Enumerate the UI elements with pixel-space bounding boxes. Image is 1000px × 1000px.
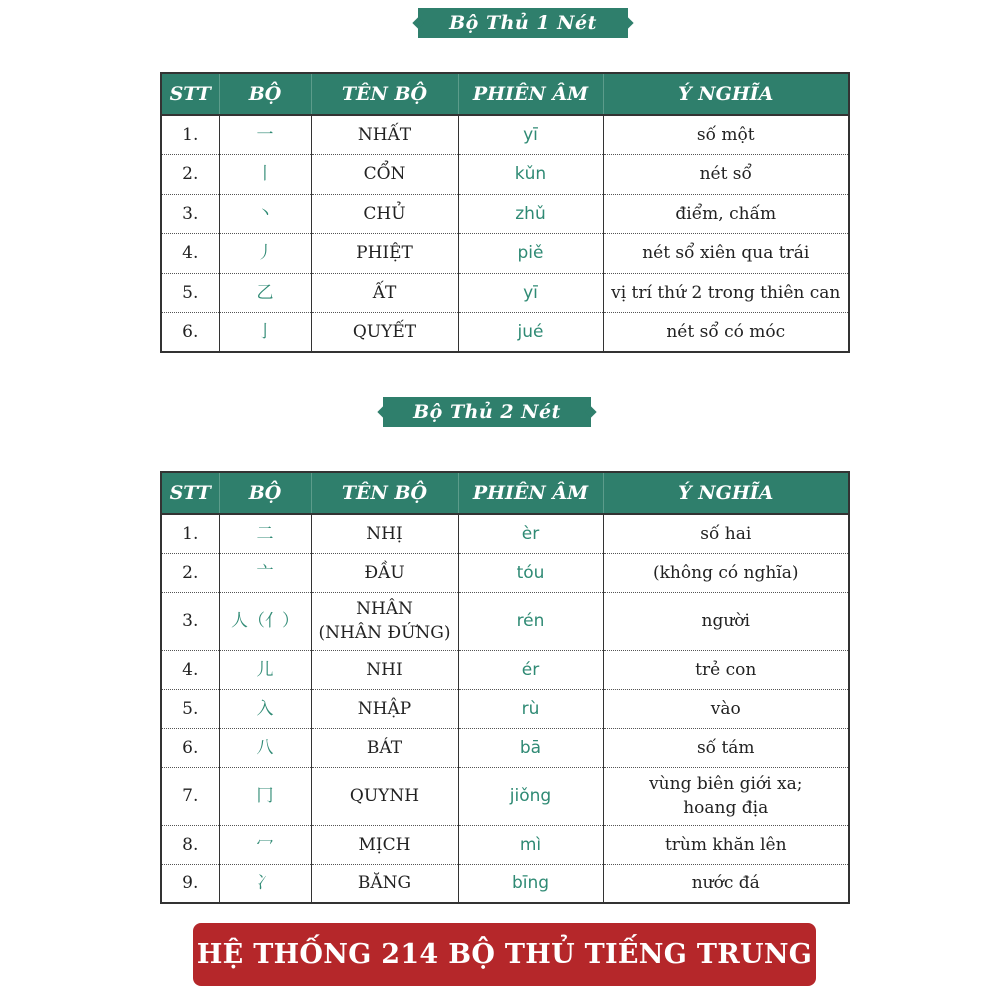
cell-pinyin: jiǒng [458, 767, 603, 825]
cell-name-line2: (NHÂN ĐỨNG) [318, 623, 451, 643]
cell-meaning: số hai [603, 514, 849, 553]
header-radical: BỘ [219, 73, 311, 115]
cell-stt: 8. [161, 825, 219, 864]
cell-meaning-line1: vùng biên giới xa; [649, 774, 803, 794]
table-row [161, 194, 849, 234]
cell-meaning: nét sổ [603, 155, 849, 195]
header-stt: STT [161, 73, 219, 115]
cell-stt: 2. [161, 155, 219, 195]
table-row [161, 767, 849, 825]
cell-meaning: số một [603, 115, 849, 155]
cell-stt: 9. [161, 864, 219, 903]
table-row [161, 592, 849, 650]
cell-name: PHIỆT [311, 234, 458, 274]
cell-meaning-line2: hoang địa [683, 798, 769, 818]
cell-stt: 1. [161, 115, 219, 155]
cell-radical: 冖 [219, 825, 311, 864]
cell-radical: 亅 [219, 313, 311, 353]
header-name: TÊN BỘ [311, 73, 458, 115]
cell-stt: 4. [161, 234, 219, 274]
cell-radical: 冂 [219, 767, 311, 825]
cell-meaning: nét sổ xiên qua trái [603, 234, 849, 274]
section-title-1-stroke: Bộ Thủ 1 Nét [418, 8, 628, 38]
table-row [161, 273, 849, 313]
header-radical: BỘ [219, 472, 311, 514]
cell-pinyin: yī [458, 273, 603, 313]
header-meaning: Ý NGHĨA [603, 73, 849, 115]
cell-name: QUYẾT [311, 313, 458, 353]
cell-name: BÁT [311, 728, 458, 767]
cell-meaning: số tám [603, 728, 849, 767]
header-pinyin: PHIÊN ÂM [458, 472, 603, 514]
radicals-table-2-strokes [160, 471, 850, 904]
cell-meaning: nước đá [691, 873, 760, 894]
cell-radical: 亠 [219, 553, 311, 592]
radicals-table-1-stroke [160, 72, 850, 353]
cell-meaning: (không có nghĩa) [603, 553, 849, 592]
cell-name: NHẬP [311, 689, 458, 728]
table-row [161, 155, 849, 195]
cell-radical: 八 [219, 728, 311, 767]
cell-pinyin: mì [458, 825, 603, 864]
cell-name-line1: NHÂN [356, 599, 413, 619]
cell-pinyin: kǔn [458, 155, 603, 195]
cell-pinyin: zhǔ [458, 194, 603, 234]
cell-meaning: điểm, chấm [603, 194, 849, 234]
cell-name: ĐẦU [311, 553, 458, 592]
cell-stt: 4. [161, 650, 219, 689]
table-row [161, 313, 849, 353]
cell-name: NHỊ [311, 514, 458, 553]
cell-name: BĂNG [311, 864, 458, 903]
cell-name: NHẤT [311, 115, 458, 155]
cell-meaning: trùm khăn lên [603, 825, 849, 864]
table-row [161, 825, 849, 864]
cell-stt: 3. [161, 592, 219, 650]
table-header-row [161, 472, 849, 514]
section-title-2-strokes: Bộ Thủ 2 Nét [383, 397, 591, 427]
table-row [161, 553, 849, 592]
cell-radical: 二 [219, 514, 311, 553]
cell-stt: 2. [161, 553, 219, 592]
cell-pinyin: ér [458, 650, 603, 689]
cell-meaning: vào [603, 689, 849, 728]
table-header-row [161, 73, 849, 115]
cell-radical: 入 [219, 689, 311, 728]
table-row [161, 689, 849, 728]
table-row [161, 650, 849, 689]
cell-pinyin: bā [458, 728, 603, 767]
table-row [161, 864, 849, 903]
cell-radical: 冫 [219, 864, 311, 903]
cell-name: QUYNH [311, 767, 458, 825]
table-row [161, 234, 849, 274]
table-row [161, 115, 849, 155]
table-row [161, 514, 849, 553]
header-pinyin: PHIÊN ÂM [458, 73, 603, 115]
cell-meaning [603, 767, 849, 825]
header-name: TÊN BỘ [311, 472, 458, 514]
header-meaning: Ý NGHĨA [603, 472, 849, 514]
cell-stt: 5. [161, 689, 219, 728]
cell-pinyin: jué [458, 313, 603, 353]
cell-meaning: người [603, 592, 849, 650]
cell-radical: 丨 [219, 155, 311, 195]
cell-meaning: trẻ con [603, 650, 849, 689]
cell-name: CHỦ [311, 194, 458, 234]
cell-stt: 5. [161, 273, 219, 313]
cell-radical: 儿 [219, 650, 311, 689]
cell-radical: 人（亻） [219, 592, 311, 650]
cell-radical: 一 [219, 115, 311, 155]
cell-pinyin: rù [458, 689, 603, 728]
cell-radical: 丶 [219, 194, 311, 234]
cell-pinyin: èr [458, 514, 603, 553]
cell-name: CỔN [311, 155, 458, 195]
cell-radical: 丿 [219, 234, 311, 274]
cell-stt: 1. [161, 514, 219, 553]
cell-pinyin: bīng [458, 864, 603, 903]
cell-pinyin: rén [458, 592, 603, 650]
cell-meaning: nét sổ có móc [666, 322, 786, 342]
header-stt: STT [161, 472, 219, 514]
cell-pinyin: yī [458, 115, 603, 155]
cell-stt: 6. [161, 728, 219, 767]
cell-pinyin: tóu [458, 553, 603, 592]
table-row [161, 728, 849, 767]
cell-stt: 7. [161, 767, 219, 825]
cell-radical: 乙 [219, 273, 311, 313]
footer-banner: HỆ THỐNG 214 BỘ THỦ TIẾNG TRUNG [193, 923, 816, 986]
cell-name [311, 592, 458, 650]
cell-pinyin: piě [458, 234, 603, 274]
cell-stt: 6. [161, 313, 219, 353]
cell-meaning: vị trí thứ 2 trong thiên can [603, 273, 849, 313]
cell-name: ẤT [311, 273, 458, 313]
cell-name: MỊCH [311, 825, 458, 864]
cell-stt: 3. [161, 194, 219, 234]
cell-name: NHI [311, 650, 458, 689]
